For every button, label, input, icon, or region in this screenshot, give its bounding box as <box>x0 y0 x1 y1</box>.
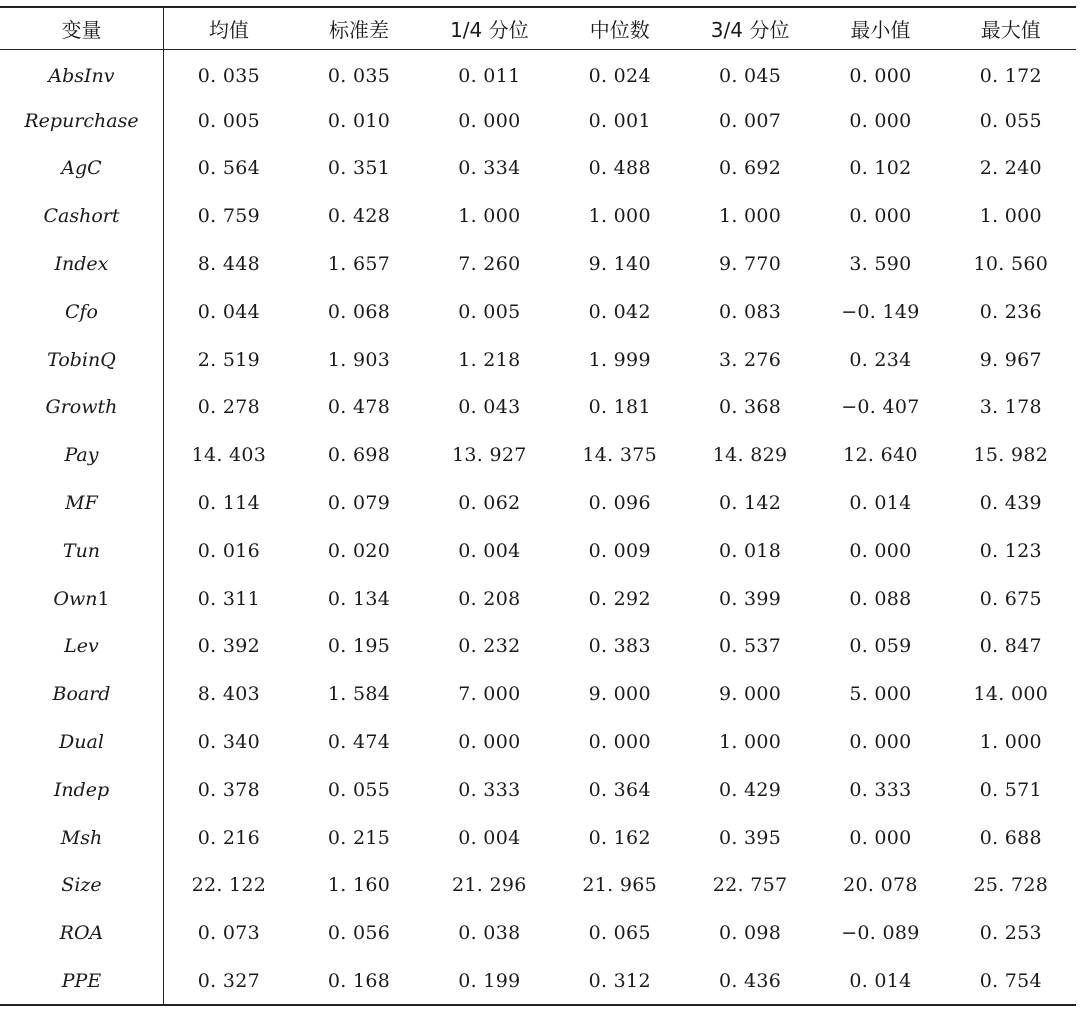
cell-min: 0. 000 <box>849 65 912 88</box>
table-row <box>0 240 1076 288</box>
cell-mean: 0. 114 <box>197 492 260 515</box>
cell-q3: 3. 276 <box>718 348 782 371</box>
cell-mean: 0. 392 <box>197 635 260 658</box>
variable-name: MF <box>65 492 98 515</box>
cell-min: 0. 000 <box>849 826 912 849</box>
cell-mean: 22. 122 <box>191 874 267 897</box>
cell-max: 0. 236 <box>979 300 1042 323</box>
cell-mean: 8. 403 <box>197 683 260 706</box>
cell-mean: 0. 216 <box>197 826 260 849</box>
variable-name-cell <box>0 623 163 671</box>
cell-mean: 0. 005 <box>197 109 260 132</box>
cell-mean: 8. 448 <box>197 253 260 276</box>
variable-name: Indep <box>53 778 110 801</box>
cell-std-dev: 0. 168 <box>294 957 424 1005</box>
cell-max: 0. 571 <box>979 778 1042 801</box>
cell-std-dev: 0. 195 <box>327 635 391 658</box>
variable-name: Growth <box>45 396 118 419</box>
cell-max: 10. 560 <box>973 253 1049 276</box>
header-std-dev: 标准差 <box>294 7 424 49</box>
table-body <box>0 49 1076 1005</box>
cell-q3: 0. 368 <box>718 396 782 419</box>
variable-name-cell <box>0 527 163 575</box>
cell-q1: 0. 000 <box>458 109 521 132</box>
cell-mean: 0. 073 <box>197 922 260 945</box>
variable-name-cell <box>0 384 163 432</box>
table-row <box>0 288 1076 336</box>
cell-q3: 0. 436 <box>685 957 815 1005</box>
cell-std-dev: 0. 428 <box>327 205 391 228</box>
header-median: 中位数 <box>555 7 685 49</box>
cell-min: 0. 333 <box>849 778 912 801</box>
variable-name-cell <box>0 862 163 910</box>
descriptive-statistics-table <box>0 6 1076 1006</box>
variable-name-cell <box>0 479 163 527</box>
table-row <box>0 431 1076 479</box>
cell-q3: 0. 007 <box>718 109 782 132</box>
table-row <box>0 384 1076 432</box>
cell-q1: 0. 334 <box>458 157 521 180</box>
cell-max: 0. 055 <box>979 109 1042 132</box>
header-min: 最小值 <box>815 7 945 49</box>
cell-q1: 0. 004 <box>458 826 521 849</box>
cell-q1: 21. 296 <box>452 874 527 897</box>
cell-mean: 14. 403 <box>191 444 267 467</box>
cell-q3: 1. 000 <box>718 205 782 228</box>
cell-median: 0. 042 <box>588 300 651 323</box>
cell-q1: 0. 062 <box>458 492 521 515</box>
cell-q3: 9. 000 <box>718 683 782 706</box>
cell-min: 0. 102 <box>849 157 912 180</box>
cell-mean: 0. 278 <box>197 396 260 419</box>
cell-q1: 0. 199 <box>424 957 554 1005</box>
cell-mean: 2. 519 <box>197 348 260 371</box>
variable-name: Dual <box>59 731 104 754</box>
cell-min: 12. 640 <box>843 444 918 467</box>
variable-name: Own <box>53 587 98 610</box>
cell-mean: 0. 564 <box>197 157 260 180</box>
cell-q1: 7. 260 <box>458 253 521 276</box>
cell-max: 0. 253 <box>979 922 1042 945</box>
cell-std-dev: 0. 215 <box>327 826 391 849</box>
cell-max: 0. 123 <box>979 539 1042 562</box>
cell-q3: 22. 757 <box>712 874 788 897</box>
variable-name: Cfo <box>64 300 98 323</box>
cell-q1: 1. 000 <box>458 205 521 228</box>
variable-name-cell <box>0 145 163 193</box>
cell-q3: 0. 083 <box>718 300 782 323</box>
cell-q3: 9. 770 <box>718 253 782 276</box>
cell-q3: 0. 098 <box>718 922 782 945</box>
cell-median: 0. 383 <box>588 635 651 658</box>
cell-median: 0. 000 <box>588 731 651 754</box>
table-header <box>0 7 1076 49</box>
variable-name: Size <box>61 874 102 897</box>
table-row <box>0 97 1076 145</box>
table-row <box>0 575 1076 623</box>
variable-name-cell <box>0 575 163 623</box>
table-row <box>0 49 1076 97</box>
cell-q3: 0. 045 <box>718 65 782 88</box>
cell-min: −0. 407 <box>841 396 920 419</box>
cell-q3: 1. 000 <box>718 731 782 754</box>
cell-q1: 0. 333 <box>458 778 521 801</box>
cell-median: 9. 000 <box>588 683 651 706</box>
table-row <box>0 862 1076 910</box>
cell-max: 25. 728 <box>973 874 1049 897</box>
variable-name: ROA <box>59 922 104 945</box>
cell-std-dev: 1. 657 <box>327 253 391 276</box>
cell-max: 1. 000 <box>979 205 1042 228</box>
cell-median: 9. 140 <box>588 253 651 276</box>
table-row <box>0 718 1076 766</box>
cell-q1: 0. 038 <box>458 922 521 945</box>
header-q3: 3/4 分位 <box>685 7 815 49</box>
cell-q1: 0. 043 <box>458 396 521 419</box>
cell-median: 0. 488 <box>588 157 651 180</box>
cell-median: 0. 162 <box>588 826 651 849</box>
cell-median: 1. 000 <box>588 205 651 228</box>
variable-name: Pay <box>64 444 99 467</box>
cell-mean: 0. 378 <box>197 778 260 801</box>
variable-name-cell <box>0 909 163 957</box>
variable-name: PPE <box>61 969 102 992</box>
header-q1: 1/4 分位 <box>424 7 554 49</box>
cell-q3: 0. 537 <box>718 635 782 658</box>
cell-max: 3. 178 <box>979 396 1042 419</box>
cell-std-dev: 0. 055 <box>327 778 391 801</box>
cell-median: 14. 375 <box>582 444 658 467</box>
cell-median: 0. 065 <box>588 922 651 945</box>
table-row <box>0 766 1076 814</box>
cell-std-dev: 0. 010 <box>327 109 391 132</box>
variable-name: AgC <box>61 157 102 180</box>
cell-max: 14. 000 <box>973 683 1049 706</box>
header-variable: 变量 <box>0 7 163 49</box>
cell-q3: 0. 692 <box>718 157 782 180</box>
cell-max: 0. 675 <box>979 587 1042 610</box>
cell-std-dev: 0. 698 <box>327 444 391 467</box>
cell-mean: 0. 311 <box>197 587 260 610</box>
variable-name-cell <box>0 766 163 814</box>
cell-mean: 0. 016 <box>197 539 260 562</box>
table-row <box>0 670 1076 718</box>
table-row <box>0 909 1076 957</box>
cell-max: 0. 754 <box>946 957 1076 1005</box>
cell-max: 0. 688 <box>979 826 1042 849</box>
table-row <box>0 145 1076 193</box>
cell-q1: 0. 208 <box>458 587 521 610</box>
cell-max: 0. 439 <box>979 492 1042 515</box>
cell-q1: 7. 000 <box>458 683 521 706</box>
variable-name-cell <box>0 288 163 336</box>
variable-name-cell <box>0 240 163 288</box>
cell-q1: 1. 218 <box>458 348 521 371</box>
table-row <box>0 192 1076 240</box>
variable-name-cell <box>0 431 163 479</box>
table-row <box>0 623 1076 671</box>
cell-max: 2. 240 <box>979 157 1042 180</box>
table-row <box>0 957 1076 1005</box>
variable-name: Lev <box>64 635 99 658</box>
cell-median: 0. 292 <box>588 587 651 610</box>
variable-name: Cashort <box>43 205 120 228</box>
header-max: 最大值 <box>946 7 1076 49</box>
cell-median: 0. 009 <box>588 539 651 562</box>
variable-name-cell <box>0 718 163 766</box>
cell-mean: 0. 759 <box>197 205 260 228</box>
cell-max: 15. 982 <box>973 444 1049 467</box>
table-row <box>0 479 1076 527</box>
variable-name: TobinQ <box>47 348 116 371</box>
cell-min: 20. 078 <box>843 874 918 897</box>
cell-std-dev: 0. 068 <box>327 300 391 323</box>
cell-median: 1. 999 <box>588 348 651 371</box>
variable-name-cell <box>0 97 163 145</box>
variable-name-cell <box>0 670 163 718</box>
variable-name: Tun <box>62 539 101 562</box>
cell-min: 0. 059 <box>849 635 912 658</box>
cell-q3: 0. 018 <box>718 539 782 562</box>
cell-q1: 0. 005 <box>458 300 521 323</box>
table-row <box>0 336 1076 384</box>
cell-q3: 0. 399 <box>718 587 782 610</box>
cell-std-dev: 0. 035 <box>327 65 391 88</box>
cell-q3: 0. 395 <box>718 826 782 849</box>
cell-std-dev: 0. 134 <box>327 587 391 610</box>
cell-mean: 0. 327 <box>163 957 293 1005</box>
table-row <box>0 527 1076 575</box>
variable-name-cell <box>0 814 163 862</box>
cell-min: −0. 149 <box>841 300 920 323</box>
cell-median: 0. 096 <box>588 492 651 515</box>
cell-q1: 13. 927 <box>452 444 527 467</box>
variable-name: Repurchase <box>24 109 139 132</box>
cell-median: 0. 001 <box>588 109 651 132</box>
cell-min: 5. 000 <box>849 683 912 706</box>
cell-mean: 0. 044 <box>197 300 260 323</box>
cell-mean: 0. 035 <box>197 65 260 88</box>
cell-q1: 0. 000 <box>458 731 521 754</box>
cell-median: 0. 364 <box>588 778 651 801</box>
cell-std-dev: 1. 584 <box>327 683 391 706</box>
cell-median: 0. 312 <box>555 957 685 1005</box>
cell-std-dev: 1. 903 <box>327 348 391 371</box>
cell-q1: 0. 232 <box>458 635 521 658</box>
cell-min: 3. 590 <box>849 253 912 276</box>
cell-std-dev: 0. 474 <box>327 731 391 754</box>
variable-name-cell <box>0 192 163 240</box>
variable-name-suffix: 1 <box>97 587 110 610</box>
cell-mean: 0. 340 <box>197 731 260 754</box>
cell-min: −0. 089 <box>841 922 920 945</box>
cell-std-dev: 0. 079 <box>327 492 391 515</box>
variable-name-cell <box>0 336 163 384</box>
cell-std-dev: 0. 020 <box>327 539 391 562</box>
cell-min: 0. 014 <box>849 492 912 515</box>
cell-q3: 14. 829 <box>712 444 788 467</box>
cell-median: 0. 024 <box>588 65 651 88</box>
variable-name: Index <box>54 253 109 276</box>
cell-min: 0. 000 <box>849 731 912 754</box>
cell-min: 0. 234 <box>849 348 912 371</box>
cell-min: 0. 000 <box>849 539 912 562</box>
cell-std-dev: 0. 056 <box>327 922 391 945</box>
cell-std-dev: 0. 351 <box>327 157 391 180</box>
cell-max: 9. 967 <box>979 348 1042 371</box>
cell-min: 0. 014 <box>815 957 945 1005</box>
cell-q1: 0. 004 <box>458 539 521 562</box>
variable-name: AbsInv <box>48 65 115 88</box>
header-row <box>0 7 1076 49</box>
cell-max: 1. 000 <box>979 731 1042 754</box>
header-mean: 均值 <box>163 7 293 49</box>
cell-min: 0. 000 <box>849 205 912 228</box>
cell-max: 0. 172 <box>979 65 1042 88</box>
cell-median: 0. 181 <box>588 396 651 419</box>
variable-name-cell <box>0 957 163 1005</box>
cell-min: 0. 000 <box>849 109 912 132</box>
variable-name-cell <box>0 49 163 97</box>
cell-q1: 0. 011 <box>458 65 521 88</box>
cell-q3: 0. 429 <box>718 778 782 801</box>
variable-name: Msh <box>60 826 103 849</box>
cell-min: 0. 088 <box>849 587 912 610</box>
variable-name: Board <box>52 683 111 706</box>
cell-median: 21. 965 <box>582 874 658 897</box>
cell-std-dev: 0. 478 <box>327 396 391 419</box>
table-row <box>0 814 1076 862</box>
cell-q3: 0. 142 <box>718 492 782 515</box>
cell-max: 0. 847 <box>979 635 1042 658</box>
cell-std-dev: 1. 160 <box>327 874 391 897</box>
